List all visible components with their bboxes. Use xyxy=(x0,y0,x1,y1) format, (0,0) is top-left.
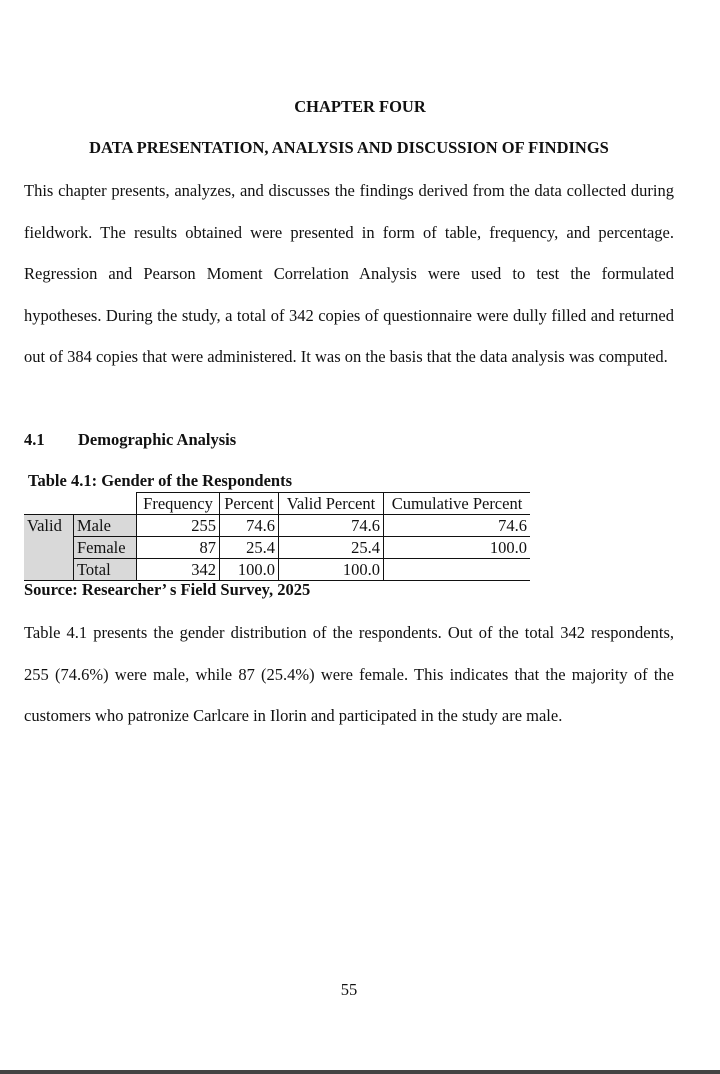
table-row xyxy=(24,559,530,581)
cell-cumulative-percent: 74.6 xyxy=(384,515,531,537)
table-header-row xyxy=(24,493,530,515)
header-blank-cell xyxy=(24,493,137,515)
header-percent: Percent xyxy=(220,493,279,515)
intro-paragraph: This chapter presents, analyzes, and discusses the findings derived from the data collected during fieldwork. The results obtained were presented in form of table, frequency, and percentage. Regression and Pearson Moment Correlation Analysis were used to test the formulated hypotheses. During the study, a total of 342 copies of questionnaire were dully filled and returned out of 384 copies that were administered. It was on the basis that the data analysis was computed. xyxy=(24,181,674,366)
table-row xyxy=(24,537,530,559)
cell-frequency: 342 xyxy=(137,559,220,581)
cell-percent: 74.6 xyxy=(220,515,279,537)
cell-percent: 100.0 xyxy=(220,559,279,581)
chapter-title: CHAPTER FOUR xyxy=(294,97,426,116)
discussion-paragraph: Table 4.1 presents the gender distribution of the respondents. Out of the total 342 respondents, 255 (74.6%) were male, while 87 (25.4%) were female. This indicates that the majority of the customers who patronize Carlcare in Ilorin and participated in the study are male. xyxy=(24,623,674,725)
cell-cumulative-percent: 100.0 xyxy=(384,537,531,559)
table-row xyxy=(24,515,530,537)
chapter-subtitle: DATA PRESENTATION, ANALYSIS AND DISCUSSION OF FINDINGS xyxy=(89,138,609,157)
page-number: 55 xyxy=(340,980,358,999)
cell-frequency: 87 xyxy=(137,537,220,559)
cell-percent: 25.4 xyxy=(220,537,279,559)
cell-valid-percent: 74.6 xyxy=(279,515,384,537)
bottom-edge xyxy=(0,1070,720,1074)
gender-table xyxy=(24,492,530,581)
section-heading xyxy=(24,429,236,451)
row-label: Total xyxy=(74,559,137,581)
cell-valid-percent: 25.4 xyxy=(279,537,384,559)
header-frequency: Frequency xyxy=(137,493,220,515)
section-number: 4.1 xyxy=(24,430,45,449)
cell-frequency: 255 xyxy=(137,515,220,537)
header-cumulative-percent: Cumulative Percent xyxy=(384,493,531,515)
row-label: Male xyxy=(74,515,137,537)
table-caption: Table 4.1: Gender of the Respondents xyxy=(28,471,293,490)
section-title: Demographic Analysis xyxy=(78,430,237,449)
row-group-label: Valid xyxy=(24,515,74,581)
row-label: Female xyxy=(74,537,137,559)
cell-valid-percent: 100.0 xyxy=(279,559,384,581)
cell-cumulative-percent xyxy=(384,559,531,581)
table-source: Source: Researcher’ s Field Survey, 2025 xyxy=(24,580,311,599)
header-valid-percent: Valid Percent xyxy=(279,493,384,515)
